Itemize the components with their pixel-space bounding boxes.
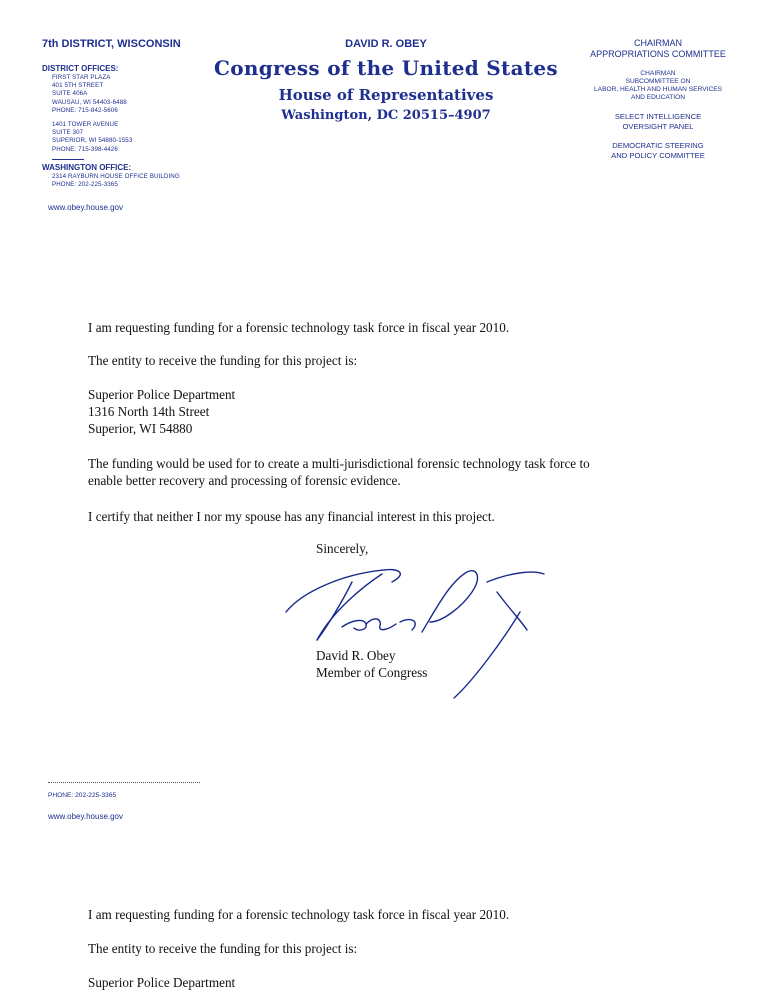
role-appropriations: APPROPRIATIONS COMMITTEE [590,49,726,59]
office2-line: SUITE 307 [52,129,84,137]
fragment-website[interactable]: www.obey.house.gov [48,812,124,821]
paragraph-purpose: The funding would be used for to create a multi-jurisdictional forensic technology task force to [88,456,590,471]
role-sub-line: LABOR, HEALTH AND HUMAN SERVICES [594,86,722,93]
washington-office-line: 2314 RAYBURN HOUSE OFFICE BUILDING [52,172,180,180]
washington-office-phone: PHONE: 202-225-3365 [52,181,118,189]
role-sub-chairman: CHAIRMAN [640,70,676,77]
committee-roles-column [572,38,744,160]
address-line: Superior, WI 54880 [88,421,193,436]
website-link[interactable]: www.obey.house.gov [48,203,124,213]
office2-phone: PHONE: 715-398-4426 [52,145,118,153]
district-offices-label: DISTRICT OFFICES: [42,64,119,73]
fragment-phone: PHONE: 202-225-3365 [48,792,117,799]
office1-line: 401 5TH STREET [52,82,104,90]
role-sub-line: AND EDUCATION [630,94,686,101]
letterhead-center [206,38,566,123]
office1-line: WAUSAU, WI 54403-6488 [52,98,127,106]
paragraph-entity: The entity to receive the funding for this project is: [88,353,358,368]
house-title: House of Representatives [278,86,494,104]
washington-address: Washington, DC 20515–4907 [281,108,491,123]
paragraph-request: I am requesting funding for a forensic technology task force in fiscal year 2010. [88,320,510,335]
office1-line: FIRST STAR PLAZA [52,74,111,81]
role-sub-line: SUBCOMMITTEE ON [625,78,691,85]
congress-title: Congress of the United States [214,56,558,80]
role-chairman: CHAIRMAN [633,38,682,48]
address-line: Superior Police Department [88,387,236,402]
role-steering: DEMOCRATIC STEERING [612,141,704,150]
fragment-rule [48,782,200,783]
office2-line: 1401 TOWER AVENUE [52,121,119,129]
representative-name: DAVID R. OBEY [345,38,427,50]
paragraph-certify: I certify that neither I nor my spouse has any financial interest in this project. [88,509,495,524]
office1-phone: PHONE: 715-842-5606 [52,106,118,114]
divider [52,159,84,160]
role-intel: SELECT INTELLIGENCE [614,112,702,121]
role-intel: OVERSIGHT PANEL [622,121,694,131]
district-title: 7th DISTRICT, WISCONSIN [42,38,181,50]
signer-title: Member of Congress [316,665,428,680]
office1-line: SUITE 406A [52,90,88,98]
washington-office-label: WASHINGTON OFFICE: [42,162,132,172]
address-line: 1316 North 14th Street [88,404,210,419]
paragraph-purpose: enable better recovery and processing of forensic evidence. [88,473,401,488]
fragment-address-line: Superior Police Department [88,975,236,990]
office2-line: SUPERIOR, WI 54880-1553 [52,137,133,145]
signer-name: David R. Obey [316,648,396,663]
role-steering: AND POLICY COMMITTEE [611,150,705,160]
fragment-paragraph-entity: The entity to receive the funding for this project is: [88,941,358,956]
closing: Sincerely, [316,541,369,556]
fragment-paragraph-request: I am requesting funding for a forensic technology task force in fiscal year 2010. [88,907,510,922]
